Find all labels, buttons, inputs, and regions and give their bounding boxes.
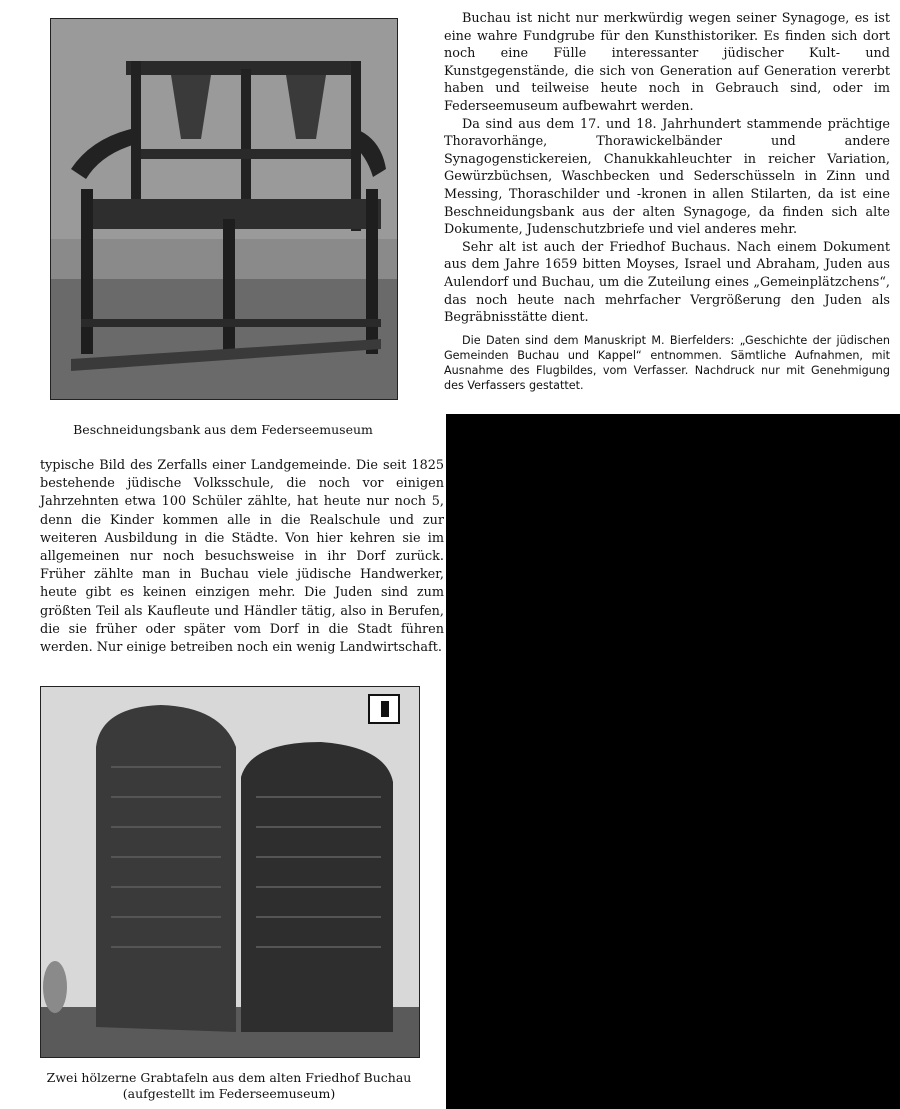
source-note: Die Daten sind dem Manuskript M. Bierfelders: „Geschichte der jüdischen Gemeinden Buchau und Kappel“ entnommen. Sämtliche Aufnahmen, mit Ausnahme des Flugbildes, vom Verfasser. Nachdruck nur mit Genehmigung des Verfassers gestattet. [444, 333, 890, 392]
bench-illustration [51, 19, 397, 399]
left-column [40, 457, 444, 657]
tablets-photo [40, 686, 420, 1058]
right-column [444, 10, 890, 393]
paragraph-buchau-intro: Buchau ist nicht nur merkwürdig wegen seiner Synagoge, es ist eine wahre Fundgrube für den Kunsthistoriker. Es finden sich dort noch eine Fülle interessanter jüdischer Kult- und Kunstgegenstände, die sich von Generation auf Generation vererbt haben und teilweise heute noch in Gebrauch sind, oder im Federseemuseum aufbewahrt werden. [444, 11, 890, 114]
paragraph-cemetery: Sehr alt ist auch der Friedhof Buchaus. Nach einem Dokument aus dem Jahre 1659 bitten Moyses, Israel und Abraham, Juden aus Aulendorf und Buchau, um die Zuteilung eines „Gemeinplätzchens“, das noch heute nach mehrfacher Vergrößerung den Juden als Begräbnisstätte dient. [444, 239, 890, 326]
tablets-caption-line2: (aufgestellt im Federseemuseum) [122, 1086, 336, 1101]
black-blank-area [446, 414, 900, 1109]
tablets-illustration [41, 687, 419, 1057]
paragraph-decline: typische Bild des Zerfalls einer Landgemeinde. Die seit 1825 bestehende jüdische Volksschule, die noch vor einigen Jahrzehnten etwa 100 Schüler zählte, hat heute nur noch 5, denn die Kinder kommen alle in die Realschule und zur weiteren Ausbildung in die Städte. Von hier kehren sie im allgemeinen nur noch besuchsweise in ihr Dorf zurück. Früher zählte man in Buchau viele jüdische Handwerker, heute gibt es keinen einzigen mehr. Die Juden sind zum größten Teil als Kaufleute und Händler tätig, also in Berufen, die sie früher oder später vom Dorf in die Stadt führen werden. Nur einige betreiben noch ein wenig Landwirtschaft. [40, 458, 444, 656]
bench-photo [50, 18, 398, 400]
tablets-caption [30, 1070, 428, 1102]
paragraph-objects: Da sind aus dem 17. und 18. Jahrhundert stammende prächtige Thoravorhänge, Thorawickelbänder und andere Synagogenstickereien, Chanukkahleuchter in reicher Variation, Gewürzbüchsen, Waschbecken und Sederschüsseln in Zinn und Messing, Thoraschilder und -kronen in allen Stilarten, da ist eine Beschneidungsbank aus der alten Synagoge, da finden sich alte Dokumente, Judenschutzbriefe und viel anderes mehr. [444, 116, 890, 238]
tablets-caption-line1: Zwei hölzerne Grabtafeln aus dem alten Friedhof Buchau [46, 1070, 412, 1085]
bench-caption: Beschneidungsbank aus dem Federseemuseum [73, 422, 373, 437]
